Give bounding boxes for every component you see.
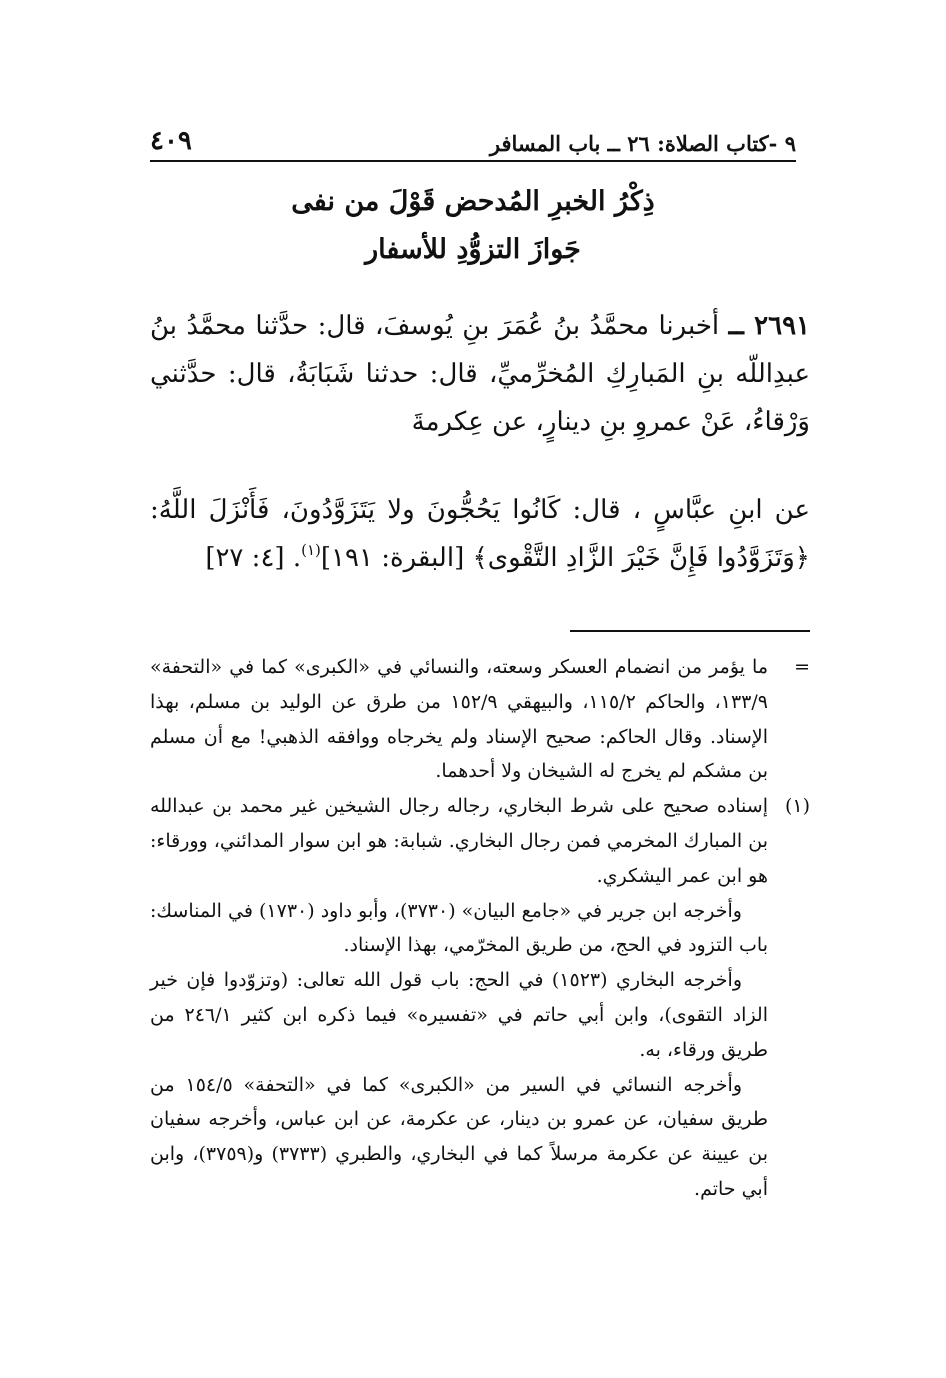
hadith-end-reference: . [٤: ٢٧] [205, 543, 302, 573]
footnote-paragraph: وأخرجه البخاري (١٥٢٣) في الحج: باب قول الله تعالى: (وتزوّدوا فإن خير الزاد التقوى)، وابن أبي حاتم في «تفسيره» فيما ذكره ابن كثير ٢٤٦/١ من طريق ورقاء، به. [150, 969, 768, 1061]
hadith-matn [150, 486, 810, 582]
footnote-divider [570, 630, 810, 632]
footnote-paragraph: ما يؤمر من انضمام العسكر وسعته، والنسائي في «الكبرى» كما في «التحفة» ١٣٣/٩، والحاكم ١١٥/٢، والبيهقي ١٥٢/٩ من طرق عن الوليد بن مسلم، بهذا الإسناد. وقال الحاكم: صحيح الإسناد ولم يخرجاه ووافقه الذهبي! مع أن مسلم بن مشكم لم يخرج له الشيخان ولا أحدهما. [150, 656, 768, 783]
header-divider [150, 160, 796, 162]
footnote-reference: (١) [301, 541, 321, 559]
footnote-paragraph: وأخرجه ابن جرير في «جامع البيان» (٣٧٣٠)، وأبو داود (١٧٣٠) في المناسك: باب التزود في الحج، من طريق المخرّمي، بهذا الإسناد. [150, 899, 768, 957]
footnote-marker: (١) [784, 795, 810, 818]
running-title: ٩ -كتاب الصلاة: ٢٦ ــ باب المسافر [489, 131, 796, 156]
footnote-paragraph: إسناده صحيح على شرط البخاري، رجاله رجال الشيخين غير محمد بن عبدالله بن المبارك المخرمي فمن رجال البخاري. شبابة: هو ابن سوار المدائني، وورقاء: هو ابن عمر اليشكري. [150, 795, 768, 887]
matn-text: عن ابنِ عبَّاسٍ ، قال: كَانُوا يَحُجُّونَ ولا يَتَزَوَّدُونَ، فَأَنْزَلَ اللَّهُ: [150, 495, 810, 525]
quran-reference: [البقرة: ١٩١] [320, 543, 465, 573]
isnad-text: أخبرنا محمَّدُ بنُ عُمَرَ بنِ يُوسفَ، قال: حدَّثنا محمَّدُ بنُ عبدِاللّه بنِ المَبارِكِ المُخرِّميِّ، قال: حدثنا شَبَابَةُ، قال: حدَّثني وَرْقاءُ، عَنْ عمروِ بنِ دينارٍ، عن عِكرمةَ [150, 311, 810, 437]
footnote-continued [150, 650, 810, 789]
page-number: ٤٠٩ [150, 126, 192, 156]
hadith-number: ٢٦٩١ ــ [728, 311, 810, 341]
hadith-isnad [150, 302, 810, 446]
quran-quote: ﴿وَتَزَوَّدُوا فَإِنَّ خَيْرَ الزَّادِ التَّقْوى﴾ [472, 543, 810, 573]
running-header [150, 112, 796, 156]
footnotes [150, 650, 810, 1207]
footnote-marker: = [794, 656, 810, 678]
footnote-1 [150, 789, 810, 1207]
chapter-heading-line-1: ذِكْرُ الخبرِ المُدحض قَوْلَ من نفى [291, 186, 655, 217]
footnote-paragraph: وأخرجه النسائي في السير من «الكبرى» كما في «التحفة» ١٥٤/٥ من طريق سفيان، عن عمرو بن دينار، عن عكرمة، عن ابن عباس، وأخرجه سفيان بن عيينة عن عكرمة مرسلاً كما في البخاري، والطبري (٣٧٣٣) و(٣٧٥٩)، وابن أبي حاتم. [150, 1073, 769, 1200]
chapter-heading [150, 178, 796, 274]
chapter-heading-line-2: جَوازَ التزوُّدِ للأسفار [365, 234, 581, 265]
